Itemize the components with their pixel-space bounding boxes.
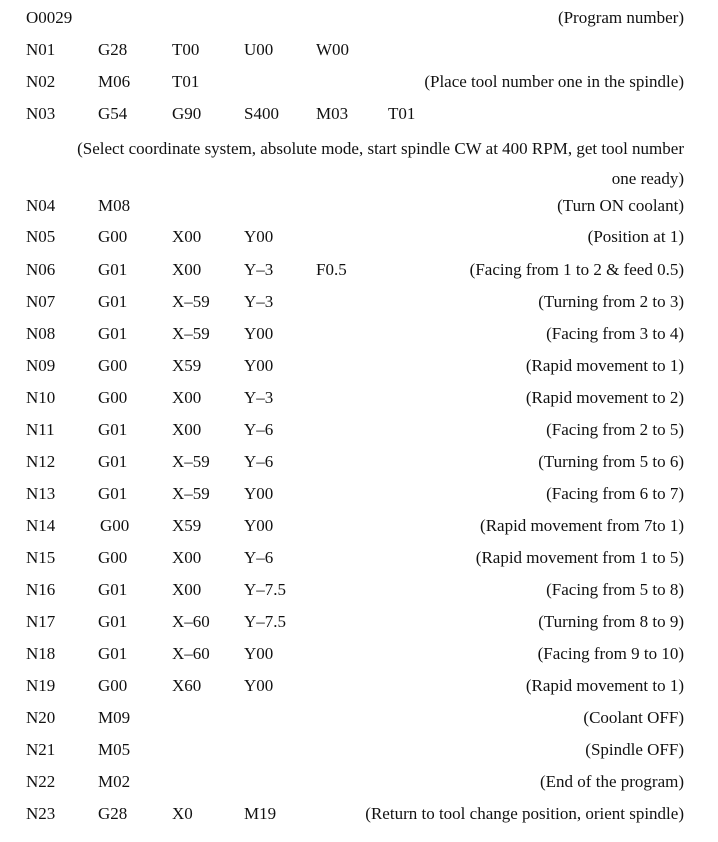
- code-word: G01: [98, 292, 128, 311]
- block-number: N12: [26, 452, 56, 471]
- block-comment: (End of the program): [540, 772, 684, 791]
- code-word: G54: [98, 104, 128, 123]
- code-word: G01: [98, 612, 128, 631]
- block-number: N06: [26, 260, 56, 279]
- code-word: M09: [98, 708, 131, 727]
- block-number: N11: [26, 420, 55, 439]
- code-word: X00: [172, 227, 202, 246]
- code-word: M05: [98, 740, 131, 759]
- code-word: G01: [98, 452, 128, 471]
- block-number: N10: [26, 388, 56, 407]
- code-word: X59: [172, 516, 202, 535]
- block-comment: (Facing from 9 to 10): [537, 644, 684, 663]
- block-comment: (Facing from 2 to 5): [546, 420, 684, 439]
- block-row: [0, 482, 718, 506]
- block-number: N02: [26, 72, 56, 91]
- block-comment: (Turn ON coolant): [557, 196, 684, 215]
- block-comment: (Return to tool change position, orient spindle): [365, 804, 684, 823]
- code-word: Y–3: [244, 292, 274, 311]
- block-number: N21: [26, 740, 56, 759]
- code-word: X60: [172, 676, 202, 695]
- block-row: [0, 194, 718, 218]
- block-comment: (Rapid movement to 1): [525, 356, 684, 375]
- code-word: G90: [172, 104, 202, 123]
- code-word: Y–6: [244, 548, 274, 567]
- code-word: Y–7.5: [244, 580, 287, 599]
- code-word: T00: [172, 40, 200, 59]
- code-word: G00: [100, 516, 130, 535]
- code-word: Y–7.5: [244, 612, 287, 631]
- code-word: G28: [98, 804, 128, 823]
- code-word: M03: [316, 104, 349, 123]
- block-comment: (Turning from 2 to 3): [538, 292, 684, 311]
- code-word: U00: [244, 40, 274, 59]
- block-number: N13: [26, 484, 56, 503]
- block-number: N09: [26, 356, 56, 375]
- code-word: G01: [98, 324, 128, 343]
- block-number: N04: [26, 196, 56, 215]
- code-word: Y–6: [244, 420, 274, 439]
- block-number: N15: [26, 548, 56, 567]
- block-row: [0, 514, 718, 538]
- code-word: M08: [98, 196, 131, 215]
- block-row: [0, 38, 718, 62]
- n03-comment: (Select coordinate system, absolute mode, start spindle CW at 400 RPM, get tool number one ready): [77, 139, 684, 188]
- block-row: [0, 546, 718, 570]
- block-row: [0, 322, 718, 346]
- block-row: [0, 642, 718, 666]
- block-row: [0, 225, 718, 249]
- block-row: [0, 290, 718, 314]
- code-word: M02: [98, 772, 131, 791]
- block-comment: (Rapid movement from 7to 1): [480, 516, 684, 535]
- code-word: G01: [98, 484, 128, 503]
- block-comment: (Facing from 1 to 2 & feed 0.5): [469, 260, 684, 279]
- code-word: M06: [98, 72, 131, 91]
- block-row: [0, 738, 718, 762]
- block-row: [0, 578, 718, 602]
- program-comment: (Program number): [557, 8, 684, 27]
- code-word: X00: [172, 580, 202, 599]
- block-row: [0, 418, 718, 442]
- code-word: F0.5: [316, 260, 347, 279]
- block-comment: (Position at 1): [587, 227, 684, 246]
- code-word: T01: [172, 72, 200, 91]
- code-word: Y00: [244, 356, 274, 375]
- block-comment: (Facing from 5 to 8): [546, 580, 684, 599]
- block-comment: (Place tool number one in the spindle): [424, 72, 684, 91]
- block-row: [0, 450, 718, 474]
- code-word: X00: [172, 548, 202, 567]
- code-word: X–60: [172, 644, 210, 663]
- code-word: X0: [172, 804, 193, 823]
- block-comment: (Turning from 5 to 6): [538, 452, 684, 471]
- code-word: Y00: [244, 227, 274, 246]
- block-row: [0, 802, 718, 826]
- code-word: Y00: [244, 484, 274, 503]
- code-word: G00: [98, 356, 128, 375]
- code-word: G00: [98, 548, 128, 567]
- block-number: N19: [26, 676, 56, 695]
- code-word: X–59: [172, 324, 210, 343]
- block-row: [0, 770, 718, 794]
- block-number: N16: [26, 580, 56, 599]
- block-number: N08: [26, 324, 56, 343]
- block-comment: (Facing from 6 to 7): [546, 484, 684, 503]
- code-word: X–59: [172, 292, 210, 311]
- code-word: W00: [316, 40, 350, 59]
- block-number: N22: [26, 772, 56, 791]
- block-number: N03: [26, 104, 56, 123]
- code-word: Y00: [244, 676, 274, 695]
- block-number: N20: [26, 708, 56, 727]
- block-row: [0, 386, 718, 410]
- code-word: Y00: [244, 324, 274, 343]
- block-number: N07: [26, 292, 56, 311]
- block-number: N18: [26, 644, 56, 663]
- block-comment: (Facing from 3 to 4): [546, 324, 684, 343]
- code-word: G01: [98, 644, 128, 663]
- code-word: Y00: [244, 516, 274, 535]
- code-word: X59: [172, 356, 202, 375]
- block-number: N17: [26, 612, 56, 631]
- code-word: S400: [244, 104, 279, 123]
- code-word: X–59: [172, 484, 210, 503]
- code-word: X00: [172, 260, 202, 279]
- code-word: G01: [98, 420, 128, 439]
- code-word: G01: [98, 260, 128, 279]
- block-comment: (Rapid movement to 1): [525, 676, 684, 695]
- code-word: X00: [172, 388, 202, 407]
- program-header: [0, 6, 718, 30]
- code-word: G00: [98, 676, 128, 695]
- code-word: X00: [172, 420, 202, 439]
- block-comment: (Spindle OFF): [585, 740, 684, 759]
- block-number: N01: [26, 40, 56, 59]
- code-word: T01: [388, 104, 416, 123]
- block-number: N23: [26, 804, 56, 823]
- code-word: G00: [98, 388, 128, 407]
- block-comment: (Turning from 8 to 9): [538, 612, 684, 631]
- code-word: Y–3: [244, 388, 274, 407]
- code-word: Y00: [244, 644, 274, 663]
- block-row: [0, 258, 718, 282]
- code-word: G00: [98, 227, 128, 246]
- code-word: G28: [98, 40, 128, 59]
- code-word: G01: [98, 580, 128, 599]
- block-row: [0, 706, 718, 730]
- block-row: [0, 674, 718, 698]
- block-number: N14: [26, 516, 56, 535]
- block-comment: (Rapid movement from 1 to 5): [475, 548, 684, 567]
- code-word: Y–3: [244, 260, 274, 279]
- block-comment: (Rapid movement to 2): [525, 388, 684, 407]
- code-word: M19: [244, 804, 277, 823]
- block-comment: (Coolant OFF): [583, 708, 684, 727]
- block-row: [0, 354, 718, 378]
- code-word: Y–6: [244, 452, 274, 471]
- program-number: O0029: [26, 8, 73, 27]
- block-row: [0, 102, 718, 126]
- code-word: X–59: [172, 452, 210, 471]
- code-word: X–60: [172, 612, 210, 631]
- block-number: N05: [26, 227, 56, 246]
- block-row: [0, 610, 718, 634]
- block-row: [0, 70, 718, 94]
